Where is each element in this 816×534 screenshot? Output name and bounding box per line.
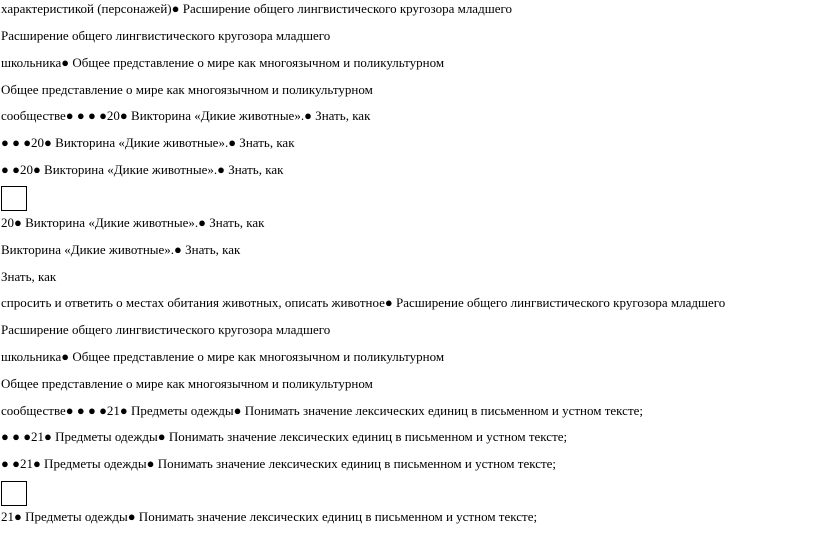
text-line: Общее представление о мире как многоязычном и поликультурном bbox=[1, 376, 373, 391]
text-line: Расширение общего лингвистического кругозора младшего bbox=[1, 322, 331, 337]
text-line: характеристикой (персонажей)● Расширение общего лингвистического кругозора младшего bbox=[1, 1, 512, 16]
text-line: школьника● Общее представление о мире как многоязычном и поликультурном bbox=[1, 55, 445, 70]
text-line: сообществе● ● ● ●20● Викторина «Дикие животные».● Знать, как bbox=[1, 108, 371, 123]
text-line: школьника● Общее представление о мире как многоязычном и поликультурном bbox=[1, 349, 445, 364]
text-line: Общее представление о мире как многоязычном и поликультурном bbox=[1, 82, 373, 97]
text-line: Викторина «Дикие животные».● Знать, как bbox=[1, 242, 241, 257]
empty-table-cell bbox=[1, 186, 27, 211]
text-line: Знать, как bbox=[1, 269, 57, 284]
text-line: ● ● ●21● Предметы одежды● Понимать значение лексических единиц в письменном и устном тексте; bbox=[1, 429, 568, 444]
empty-table-cell bbox=[1, 481, 27, 506]
text-line: Расширение общего лингвистического кругозора младшего bbox=[1, 28, 331, 43]
text-line: 20● Викторина «Дикие животные».● Знать, как bbox=[1, 215, 265, 230]
text-line: сообществе● ● ● ●21● Предметы одежды● Понимать значение лексических единиц в письменном и устном тексте; bbox=[1, 403, 644, 418]
text-line: спросить и ответить о местах обитания животных, описать животное● Расширение общего лингвистического кругозора младшего bbox=[1, 295, 726, 310]
text-line: ● ●20● Викторина «Дикие животные».● Знать, как bbox=[1, 162, 284, 177]
text-line: ● ● ●20● Викторина «Дикие животные».● Знать, как bbox=[1, 135, 295, 150]
text-line: 21● Предметы одежды● Понимать значение лексических единиц в письменном и устном тексте; bbox=[1, 509, 538, 524]
text-line: ● ●21● Предметы одежды● Понимать значение лексических единиц в письменном и устном тексте; bbox=[1, 456, 557, 471]
